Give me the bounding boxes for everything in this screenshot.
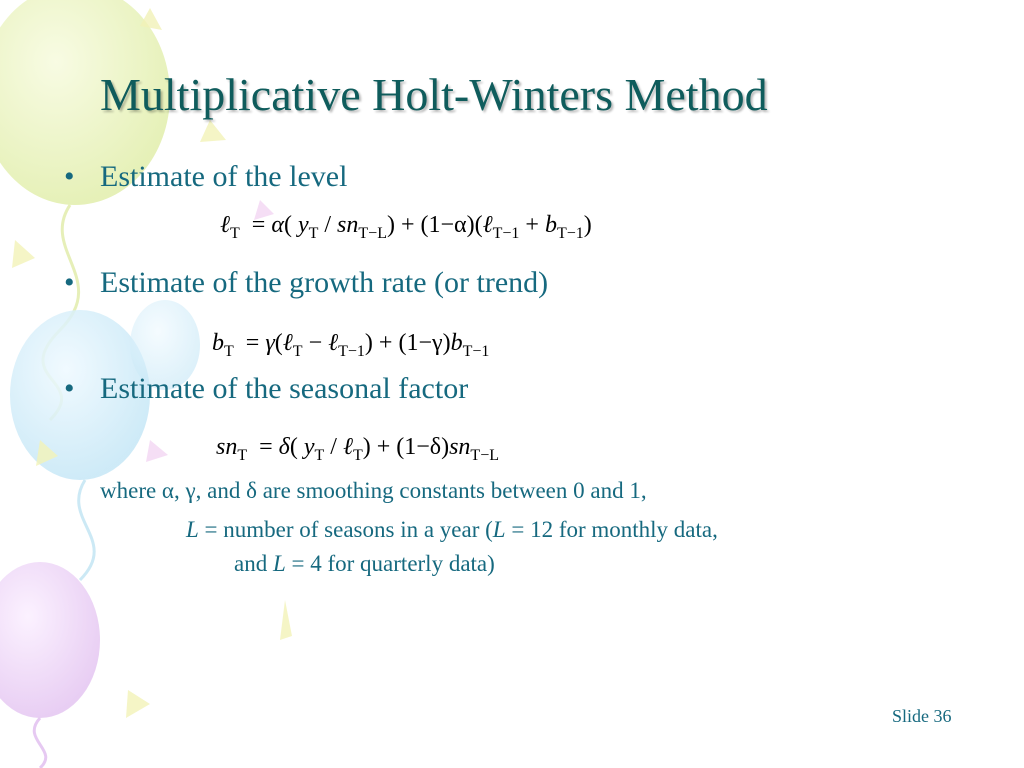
level-equation: ℓ$_T$ = α( $y_T / sn_{T-L}$) + (1−α)(ℓ$_{T-1}$ + $b_{T-1}$) bbox=[220, 212, 592, 242]
bullet-level bbox=[64, 160, 347, 194]
eq-symbol: y bbox=[303, 434, 315, 460]
note-seasons-line2 bbox=[234, 551, 495, 577]
eq-subscript: T bbox=[352, 447, 363, 464]
eq-subscript: T−L bbox=[470, 447, 499, 464]
slide-number: Slide 36 bbox=[892, 706, 952, 726]
eq-symbol: sn bbox=[337, 212, 359, 238]
eq-subscript: T bbox=[237, 447, 248, 464]
bullet-text: Estimate of the seasonal factor bbox=[100, 372, 469, 405]
eq-symbol: sn bbox=[216, 434, 238, 460]
eq-factor: (1−δ) bbox=[396, 434, 450, 460]
trend-equation: $b_T$ = γ(ℓ$_T$ − ℓ$_{T-1}$) + $(1-\gamma)b_{T-1}$ bbox=[212, 330, 490, 360]
eq-symbol: b bbox=[212, 330, 224, 356]
eq-subscript: T−1 bbox=[556, 225, 584, 242]
eq-symbol: b bbox=[544, 212, 557, 238]
note-text: = 4 for quarterly data) bbox=[285, 551, 495, 576]
eq-subscript: T bbox=[292, 343, 303, 360]
seasonal-equation: $sn_T = \delta$( $y_T$ / ℓ$_T$) + $(1-\delta)sn_{T-L}$ bbox=[216, 434, 499, 464]
note-variable: L bbox=[272, 551, 286, 576]
eq-symbol: γ bbox=[265, 330, 275, 356]
eq-subscript: T−1 bbox=[492, 225, 520, 242]
eq-symbol: ℓ bbox=[482, 212, 493, 238]
eq-symbol: ℓ bbox=[342, 434, 353, 460]
eq-subscript: T bbox=[314, 447, 325, 464]
eq-symbol: δ bbox=[278, 434, 290, 460]
purple-balloon bbox=[0, 562, 100, 768]
bullet-text: Estimate of the level bbox=[100, 160, 348, 193]
eq-symbol: α bbox=[271, 212, 284, 238]
bullet-seasonal bbox=[64, 372, 468, 406]
eq-subscript: T bbox=[308, 225, 319, 242]
eq-subscript: T bbox=[224, 343, 234, 360]
eq-symbol: ℓ bbox=[220, 212, 230, 238]
note-text: = number of seasons in a year ( bbox=[198, 517, 493, 542]
bullet-dot-icon: • bbox=[64, 266, 75, 299]
note-variable: L bbox=[492, 517, 506, 542]
eq-symbol: b bbox=[450, 330, 463, 356]
eq-subscript: T bbox=[230, 225, 240, 242]
eq-subscript: T−1 bbox=[462, 343, 490, 360]
eq-factor: (1−α) bbox=[420, 212, 475, 238]
eq-symbol: ℓ bbox=[328, 330, 339, 356]
eq-symbol: y bbox=[297, 212, 309, 238]
eq-symbol: ℓ bbox=[282, 330, 293, 356]
eq-subscript: T−L bbox=[358, 225, 387, 242]
bullet-dot-icon: • bbox=[64, 372, 75, 405]
slide-title: Multiplicative Holt-Winters Method bbox=[100, 69, 768, 120]
eq-factor: (1−γ) bbox=[398, 330, 451, 356]
bullet-dot-icon: • bbox=[64, 160, 75, 193]
eq-subscript: T−1 bbox=[338, 343, 365, 360]
blue-balloon bbox=[10, 300, 200, 580]
eq-symbol: sn bbox=[449, 434, 471, 460]
bullet-trend bbox=[64, 266, 548, 300]
note-smoothing-constants: where α, γ, and δ are smoothing constants between 0 and 1, bbox=[100, 478, 647, 503]
note-text: = 12 for monthly data, bbox=[505, 517, 718, 542]
note-variable: L bbox=[186, 517, 199, 542]
note-text: and bbox=[234, 551, 273, 576]
note-seasons-line1 bbox=[186, 517, 718, 543]
bullet-text: Estimate of the growth rate (or trend) bbox=[100, 266, 549, 299]
